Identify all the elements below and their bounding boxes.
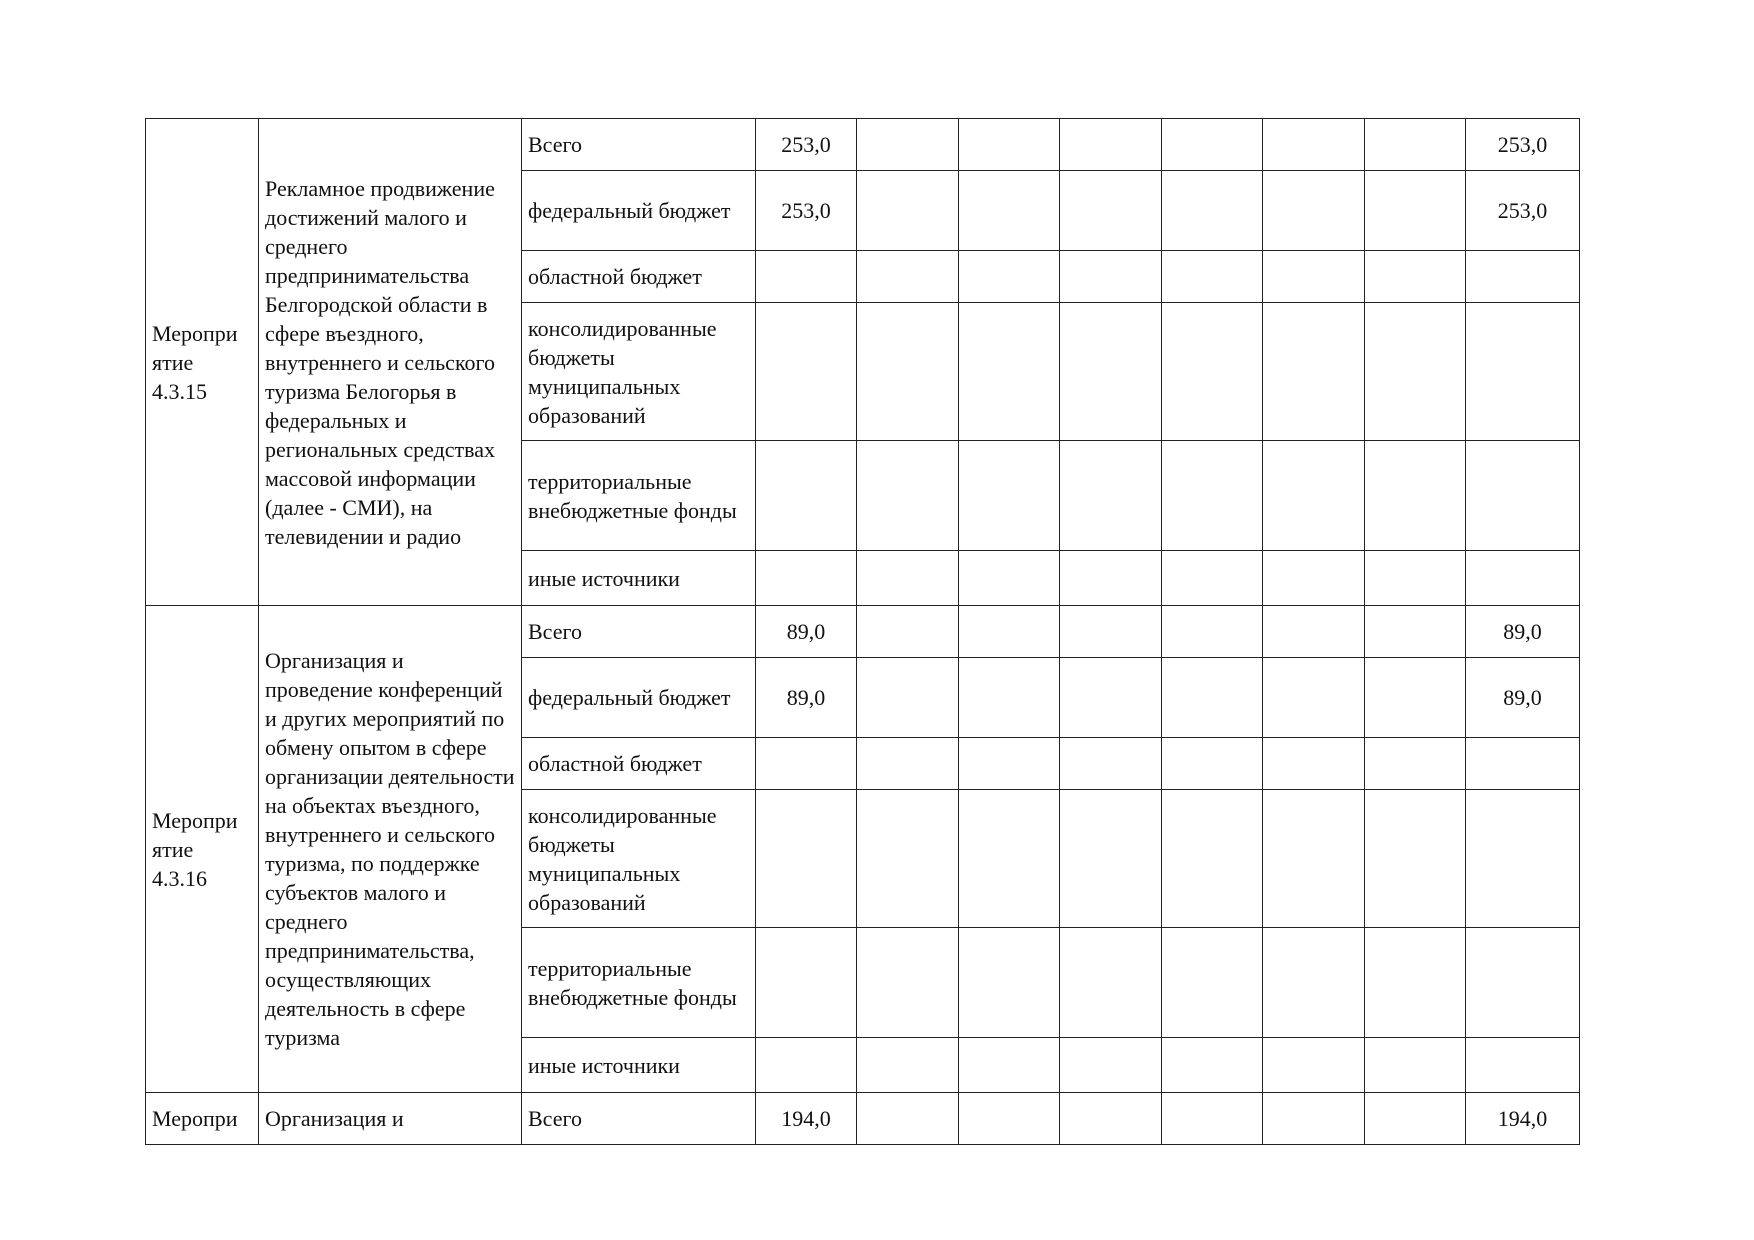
year-value-cell bbox=[1162, 1093, 1263, 1145]
funding-source-cell: консолидированные бюджеты муниципальных образований bbox=[522, 790, 756, 928]
year-value-cell bbox=[1263, 658, 1365, 738]
value-cell: 253,0 bbox=[756, 171, 857, 251]
value-cell bbox=[756, 1038, 857, 1093]
total-value-cell bbox=[1466, 551, 1580, 606]
year-value-cell bbox=[1162, 606, 1263, 658]
total-value-cell bbox=[1466, 441, 1580, 551]
funding-source-cell: иные источники bbox=[522, 551, 756, 606]
funding-source-cell: иные источники bbox=[522, 1038, 756, 1093]
year-value-cell bbox=[1162, 928, 1263, 1038]
year-value-cell bbox=[1263, 303, 1365, 441]
year-value-cell bbox=[1365, 928, 1466, 1038]
year-value-cell bbox=[1365, 551, 1466, 606]
year-value-cell bbox=[959, 928, 1060, 1038]
year-value-cell bbox=[857, 251, 959, 303]
year-value-cell bbox=[1365, 738, 1466, 790]
funding-source-cell: Всего bbox=[522, 119, 756, 171]
year-value-cell bbox=[1365, 171, 1466, 251]
funding-source-cell: областной бюджет bbox=[522, 738, 756, 790]
year-value-cell bbox=[1060, 441, 1162, 551]
year-value-cell bbox=[959, 1038, 1060, 1093]
year-value-cell bbox=[1060, 606, 1162, 658]
year-value-cell bbox=[857, 303, 959, 441]
total-value-cell bbox=[1466, 928, 1580, 1038]
value-cell: 253,0 bbox=[756, 119, 857, 171]
total-value-cell: 253,0 bbox=[1466, 119, 1580, 171]
year-value-cell bbox=[857, 606, 959, 658]
year-value-cell bbox=[1263, 1093, 1365, 1145]
funding-source-cell: федеральный бюджет bbox=[522, 658, 756, 738]
funding-source-cell: территориальные внебюджетные фонды bbox=[522, 441, 756, 551]
table-row bbox=[146, 1093, 1580, 1145]
value-cell bbox=[756, 738, 857, 790]
year-value-cell bbox=[1263, 790, 1365, 928]
total-value-cell bbox=[1466, 1038, 1580, 1093]
year-value-cell bbox=[1162, 303, 1263, 441]
year-value-cell bbox=[1060, 119, 1162, 171]
year-value-cell bbox=[857, 171, 959, 251]
funding-source-cell: Всего bbox=[522, 1093, 756, 1145]
budget-table bbox=[145, 118, 1580, 1145]
total-value-cell: 253,0 bbox=[1466, 171, 1580, 251]
year-value-cell bbox=[1162, 119, 1263, 171]
total-value-cell: 89,0 bbox=[1466, 606, 1580, 658]
year-value-cell bbox=[1060, 1038, 1162, 1093]
event-description-cell: Рекламное продвижение достижений малого и среднего предпринимательства Белгородской области в сфере въездного, внутреннего и сельского туризма Белогорья в федеральных и региональных средствах массовой информации (далее - СМИ), на телевидении и радио bbox=[259, 119, 522, 606]
year-value-cell bbox=[959, 738, 1060, 790]
year-value-cell bbox=[857, 928, 959, 1038]
year-value-cell bbox=[1365, 1038, 1466, 1093]
year-value-cell bbox=[857, 1038, 959, 1093]
year-value-cell bbox=[1263, 551, 1365, 606]
event-id-cell bbox=[146, 1093, 259, 1145]
event-id-line: Меропри bbox=[152, 320, 238, 346]
year-value-cell bbox=[1162, 441, 1263, 551]
total-value-cell: 89,0 bbox=[1466, 658, 1580, 738]
year-value-cell bbox=[1365, 441, 1466, 551]
year-value-cell bbox=[857, 738, 959, 790]
year-value-cell bbox=[857, 551, 959, 606]
table-row bbox=[146, 119, 1580, 171]
year-value-cell bbox=[1365, 658, 1466, 738]
year-value-cell bbox=[1365, 251, 1466, 303]
value-cell bbox=[756, 303, 857, 441]
funding-source-cell: территориальные внебюджетные фонды bbox=[522, 928, 756, 1038]
funding-source-cell: Всего bbox=[522, 606, 756, 658]
year-value-cell bbox=[1162, 171, 1263, 251]
funding-source-cell: федеральный бюджет bbox=[522, 171, 756, 251]
event-id-line: ятие bbox=[152, 349, 194, 375]
year-value-cell bbox=[959, 1093, 1060, 1145]
year-value-cell bbox=[959, 551, 1060, 606]
total-value-cell: 194,0 bbox=[1466, 1093, 1580, 1145]
value-cell: 194,0 bbox=[756, 1093, 857, 1145]
year-value-cell bbox=[1263, 251, 1365, 303]
event-description-cell: Организация и bbox=[259, 1093, 522, 1145]
year-value-cell bbox=[1060, 928, 1162, 1038]
event-id-line: 4.3.16 bbox=[152, 865, 207, 891]
event-id-line: ятие bbox=[152, 836, 194, 862]
year-value-cell bbox=[959, 658, 1060, 738]
year-value-cell bbox=[857, 790, 959, 928]
year-value-cell bbox=[1060, 551, 1162, 606]
year-value-cell bbox=[1060, 738, 1162, 790]
year-value-cell bbox=[959, 790, 1060, 928]
year-value-cell bbox=[1060, 171, 1162, 251]
event-description-cell: Организация и проведение конференций и других мероприятий по обмену опытом в сфере организации деятельности на объектах въездного, внутреннего и сельского туризма, по поддержке субъектов малого и среднего предпринимательства, осуществляющих деятельность в сфере туризма bbox=[259, 606, 522, 1093]
year-value-cell bbox=[1263, 1038, 1365, 1093]
value-cell: 89,0 bbox=[756, 606, 857, 658]
table-row bbox=[146, 606, 1580, 658]
year-value-cell bbox=[857, 441, 959, 551]
year-value-cell bbox=[1060, 790, 1162, 928]
value-cell bbox=[756, 441, 857, 551]
value-cell bbox=[756, 251, 857, 303]
total-value-cell bbox=[1466, 738, 1580, 790]
year-value-cell bbox=[1060, 1093, 1162, 1145]
year-value-cell bbox=[1162, 251, 1263, 303]
year-value-cell bbox=[1162, 658, 1263, 738]
year-value-cell bbox=[959, 303, 1060, 441]
year-value-cell bbox=[1263, 441, 1365, 551]
year-value-cell bbox=[959, 251, 1060, 303]
year-value-cell bbox=[1365, 606, 1466, 658]
year-value-cell bbox=[1162, 1038, 1263, 1093]
year-value-cell bbox=[857, 658, 959, 738]
year-value-cell bbox=[1263, 171, 1365, 251]
year-value-cell bbox=[1263, 928, 1365, 1038]
event-id-cell bbox=[146, 119, 259, 606]
year-value-cell bbox=[1060, 303, 1162, 441]
year-value-cell bbox=[1263, 119, 1365, 171]
total-value-cell bbox=[1466, 303, 1580, 441]
total-value-cell bbox=[1466, 251, 1580, 303]
year-value-cell bbox=[959, 441, 1060, 551]
year-value-cell bbox=[1060, 251, 1162, 303]
total-value-cell bbox=[1466, 790, 1580, 928]
value-cell bbox=[756, 790, 857, 928]
year-value-cell bbox=[959, 171, 1060, 251]
year-value-cell bbox=[1365, 303, 1466, 441]
year-value-cell bbox=[1365, 119, 1466, 171]
year-value-cell bbox=[1365, 1093, 1466, 1145]
event-id-line: Меропри bbox=[152, 807, 238, 833]
year-value-cell bbox=[1162, 790, 1263, 928]
year-value-cell bbox=[959, 119, 1060, 171]
year-value-cell bbox=[959, 606, 1060, 658]
year-value-cell bbox=[1365, 790, 1466, 928]
event-id-line: Меропри bbox=[152, 1106, 238, 1131]
year-value-cell bbox=[857, 119, 959, 171]
funding-source-cell: областной бюджет bbox=[522, 251, 756, 303]
table-body bbox=[146, 119, 1580, 1145]
value-cell bbox=[756, 928, 857, 1038]
year-value-cell bbox=[1060, 658, 1162, 738]
year-value-cell bbox=[1263, 606, 1365, 658]
year-value-cell bbox=[857, 1093, 959, 1145]
event-id-cell bbox=[146, 606, 259, 1093]
funding-source-cell: консолидированные бюджеты муниципальных образований bbox=[522, 303, 756, 441]
year-value-cell bbox=[1263, 738, 1365, 790]
year-value-cell bbox=[1162, 738, 1263, 790]
event-id-line: 4.3.15 bbox=[152, 378, 207, 404]
value-cell bbox=[756, 551, 857, 606]
value-cell: 89,0 bbox=[756, 658, 857, 738]
year-value-cell bbox=[1162, 551, 1263, 606]
